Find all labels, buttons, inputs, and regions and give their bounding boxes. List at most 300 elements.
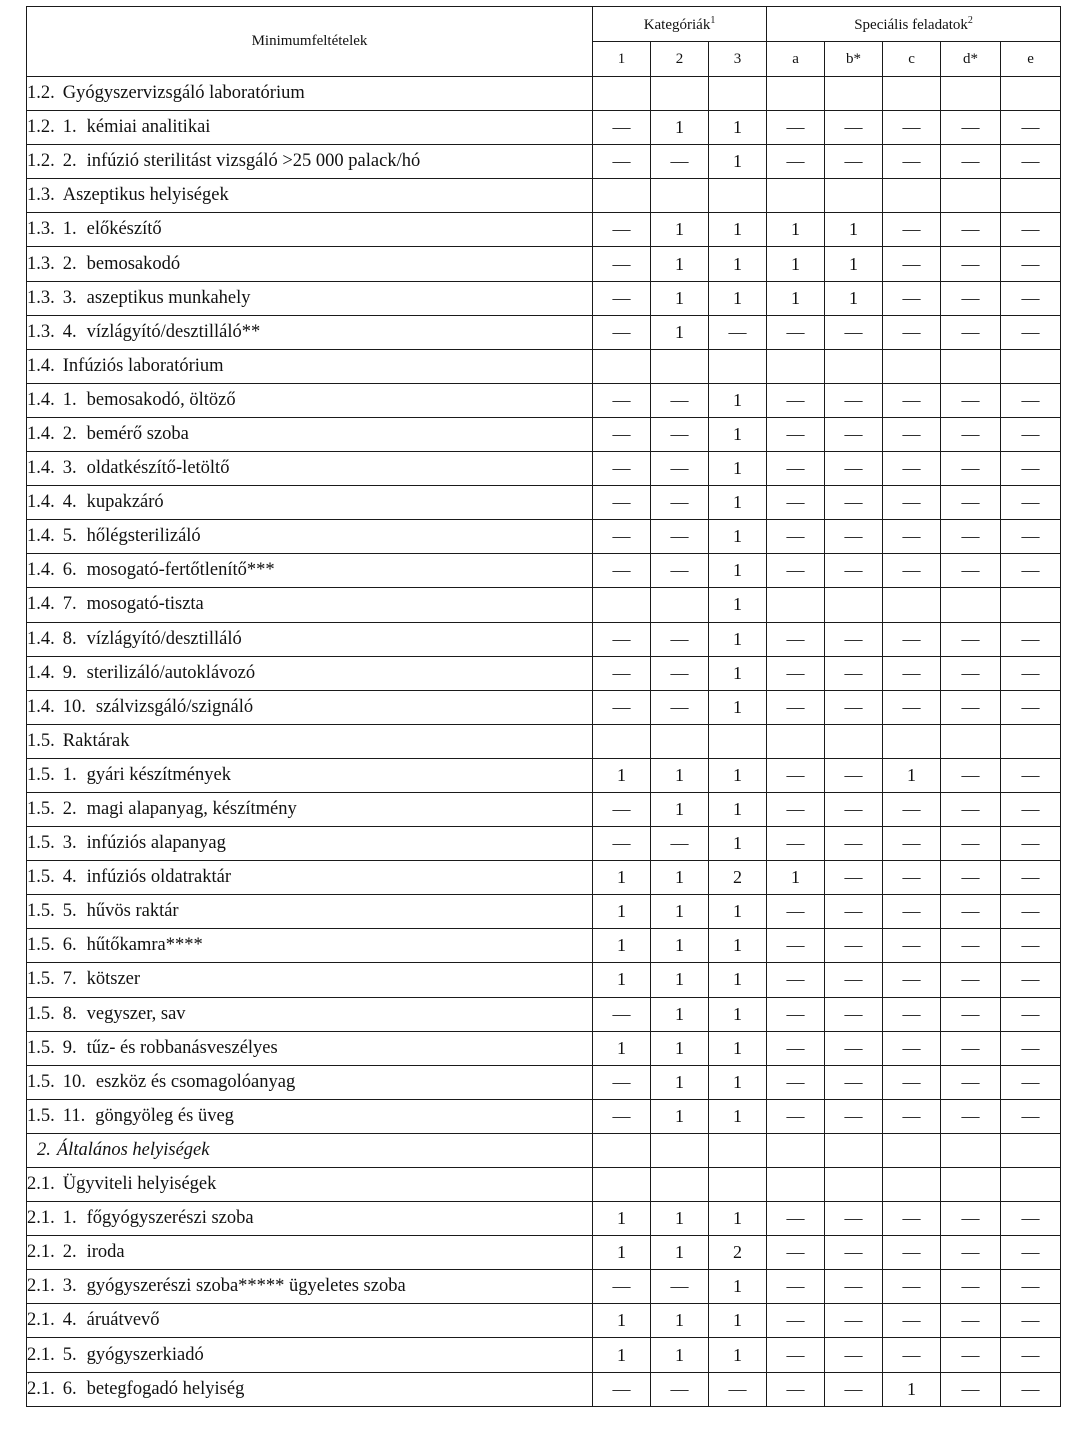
value-cell: —	[767, 486, 825, 520]
value-cell: —	[651, 827, 709, 861]
value-cell: —	[883, 1099, 941, 1133]
value-cell: —	[941, 1304, 1001, 1338]
row-label-cell	[27, 111, 593, 145]
value-cell: 1	[825, 213, 883, 247]
value-cell: 1	[709, 1065, 767, 1099]
value-cell: —	[1001, 1270, 1061, 1304]
row-text: gyógyszerkiadó	[86, 1344, 204, 1365]
value-cell: —	[883, 417, 941, 451]
value-cell: 1	[709, 1031, 767, 1065]
table-row	[27, 861, 1061, 895]
subheader-cell: c	[883, 42, 941, 77]
value-cell: —	[825, 1202, 883, 1236]
row-subnumber: 1.	[62, 117, 77, 138]
row-text: vegyszer, sav	[86, 1003, 186, 1024]
value-cell: —	[941, 861, 1001, 895]
value-cell: 1	[651, 1065, 709, 1099]
row-text: mosogató-fertőtlenítő***	[86, 560, 275, 581]
value-cell: —	[709, 315, 767, 349]
requirements-table-sheet	[26, 6, 1061, 1407]
value-cell: —	[767, 1065, 825, 1099]
row-number: 1.5.	[27, 1003, 55, 1024]
value-cell: —	[767, 758, 825, 792]
value-cell	[825, 1168, 883, 1202]
row-number: 2.1.	[27, 1242, 55, 1263]
value-cell: —	[1001, 281, 1061, 315]
value-cell: —	[651, 486, 709, 520]
value-cell	[651, 179, 709, 213]
row-subnumber: 4.	[62, 321, 77, 342]
value-cell: 1	[651, 281, 709, 315]
value-cell: —	[883, 452, 941, 486]
subheader-cell: e	[1001, 42, 1061, 77]
header-categories-footnote: 1	[710, 14, 716, 26]
value-cell: 1	[709, 622, 767, 656]
row-text: mosogató-tiszta	[86, 594, 204, 615]
value-cell: —	[767, 554, 825, 588]
value-cell: —	[825, 1065, 883, 1099]
table-row	[27, 622, 1061, 656]
row-text: infúziós oldatraktár	[86, 867, 231, 888]
value-cell: —	[825, 1031, 883, 1065]
value-cell: —	[767, 417, 825, 451]
value-cell: —	[883, 622, 941, 656]
row-number: 1.5.	[27, 833, 55, 854]
row-subnumber: 5.	[62, 1344, 77, 1365]
value-cell: 1	[883, 1372, 941, 1406]
table-row	[27, 963, 1061, 997]
value-cell	[1001, 179, 1061, 213]
value-cell: —	[767, 1031, 825, 1065]
value-cell: —	[941, 929, 1001, 963]
subheader-cell: 1	[593, 42, 651, 77]
row-text: betegfogadó helyiség	[86, 1378, 245, 1399]
value-cell: —	[941, 315, 1001, 349]
value-cell: 1	[651, 1338, 709, 1372]
value-cell: —	[1001, 145, 1061, 179]
row-label-cell	[27, 247, 593, 281]
value-cell: 1	[651, 1304, 709, 1338]
value-cell	[767, 724, 825, 758]
row-label-cell	[27, 1270, 593, 1304]
value-cell: —	[767, 1270, 825, 1304]
value-cell: —	[883, 247, 941, 281]
value-cell: 1	[709, 452, 767, 486]
value-cell: —	[825, 656, 883, 690]
value-cell: 1	[709, 588, 767, 622]
value-cell: —	[767, 383, 825, 417]
value-cell	[593, 724, 651, 758]
row-number: 1.4.	[27, 389, 55, 410]
value-cell: —	[825, 861, 883, 895]
value-cell: 1	[651, 247, 709, 281]
value-cell: —	[593, 622, 651, 656]
table-row	[27, 997, 1061, 1031]
value-cell: 1	[883, 758, 941, 792]
value-cell: —	[883, 281, 941, 315]
row-number: 1.5.	[27, 764, 55, 785]
value-cell: 1	[651, 997, 709, 1031]
value-cell: —	[709, 1372, 767, 1406]
value-cell	[941, 349, 1001, 383]
requirements-table	[26, 6, 1061, 1407]
row-subnumber: 2.	[62, 151, 77, 172]
value-cell	[767, 349, 825, 383]
value-cell: —	[767, 1236, 825, 1270]
row-subnumber: 1.	[62, 389, 77, 410]
value-cell	[651, 1133, 709, 1167]
value-cell	[825, 1133, 883, 1167]
value-cell: —	[1001, 758, 1061, 792]
row-text: főgyógyszerészi szoba	[86, 1208, 254, 1229]
header-categories-label: Kategóriák	[643, 16, 711, 33]
row-label-cell	[27, 452, 593, 486]
value-cell: —	[825, 452, 883, 486]
row-subnumber: 11.	[62, 1105, 86, 1126]
value-cell: 1	[593, 1202, 651, 1236]
value-cell: —	[825, 554, 883, 588]
row-subnumber: 9.	[62, 1037, 77, 1058]
row-subnumber: 6.	[62, 1378, 77, 1399]
row-label-cell	[27, 383, 593, 417]
value-cell: —	[593, 111, 651, 145]
row-number: 2.1.	[27, 1208, 55, 1229]
row-label-cell	[27, 588, 593, 622]
value-cell: 1	[651, 1099, 709, 1133]
table-row	[27, 895, 1061, 929]
value-cell: —	[1001, 452, 1061, 486]
value-cell: 1	[651, 895, 709, 929]
value-cell	[825, 588, 883, 622]
table-row	[27, 1304, 1061, 1338]
value-cell: —	[825, 383, 883, 417]
value-cell: —	[651, 520, 709, 554]
row-label-cell	[27, 792, 593, 826]
value-cell	[767, 179, 825, 213]
value-cell: —	[651, 383, 709, 417]
value-cell: —	[883, 1031, 941, 1065]
row-text: bemosakodó	[86, 253, 181, 274]
table-row	[27, 520, 1061, 554]
row-subnumber: 2.	[62, 1242, 77, 1263]
value-cell: 1	[651, 315, 709, 349]
table-row	[27, 179, 1061, 213]
value-cell: —	[767, 452, 825, 486]
row-number: 1.4.	[27, 628, 55, 649]
row-number: 1.5.	[27, 867, 55, 888]
row-label-cell	[27, 758, 593, 792]
value-cell: —	[941, 963, 1001, 997]
row-label-cell	[27, 1031, 593, 1065]
value-cell	[825, 77, 883, 111]
value-cell	[593, 349, 651, 383]
value-cell: —	[825, 827, 883, 861]
value-cell: —	[1001, 861, 1061, 895]
value-cell: —	[593, 554, 651, 588]
value-cell: —	[883, 486, 941, 520]
value-cell: 1	[709, 247, 767, 281]
row-label-cell	[27, 1168, 593, 1202]
row-text: áruátvevő	[86, 1310, 160, 1331]
value-cell: 1	[709, 792, 767, 826]
row-subnumber: 6.	[62, 560, 77, 581]
value-cell	[767, 77, 825, 111]
value-cell	[883, 349, 941, 383]
value-cell: —	[941, 554, 1001, 588]
value-cell: 1	[593, 758, 651, 792]
value-cell: —	[941, 1372, 1001, 1406]
row-label-cell	[27, 895, 593, 929]
row-text: előkészítő	[86, 219, 162, 240]
value-cell: —	[883, 383, 941, 417]
row-number: 1.5.	[27, 799, 55, 820]
row-label-cell	[27, 1133, 593, 1167]
value-cell: 1	[651, 758, 709, 792]
row-number: 1.4.	[27, 355, 55, 376]
value-cell: —	[883, 792, 941, 826]
row-label-cell	[27, 656, 593, 690]
value-cell: —	[1001, 247, 1061, 281]
value-cell: —	[825, 315, 883, 349]
row-subnumber: 1.	[62, 219, 77, 240]
value-cell: 1	[767, 247, 825, 281]
value-cell: —	[825, 1270, 883, 1304]
value-cell: —	[1001, 1031, 1061, 1065]
row-subnumber: 4.	[62, 492, 77, 513]
value-cell: —	[825, 145, 883, 179]
value-cell: 1	[709, 145, 767, 179]
value-cell: 1	[593, 1304, 651, 1338]
value-cell: 1	[651, 1236, 709, 1270]
row-label-cell	[27, 929, 593, 963]
value-cell: —	[825, 417, 883, 451]
row-text: kötszer	[86, 969, 141, 990]
value-cell: —	[1001, 622, 1061, 656]
value-cell: 1	[593, 963, 651, 997]
value-cell: —	[883, 1304, 941, 1338]
value-cell: —	[1001, 1099, 1061, 1133]
value-cell: —	[825, 1372, 883, 1406]
value-cell	[767, 1133, 825, 1167]
value-cell: —	[767, 1372, 825, 1406]
row-number: 1.4.	[27, 662, 55, 683]
value-cell: —	[883, 111, 941, 145]
value-cell: —	[593, 486, 651, 520]
row-text: infúziós alapanyag	[86, 833, 226, 854]
value-cell: —	[593, 1065, 651, 1099]
value-cell: —	[767, 895, 825, 929]
value-cell	[709, 179, 767, 213]
row-label-cell	[27, 1372, 593, 1406]
row-text: Raktárak	[62, 730, 130, 751]
value-cell: 1	[767, 861, 825, 895]
table-row	[27, 111, 1061, 145]
subheader-cell: b*	[825, 42, 883, 77]
value-cell: —	[941, 656, 1001, 690]
row-subnumber: 7.	[62, 969, 77, 990]
value-cell: —	[767, 520, 825, 554]
value-cell: —	[593, 792, 651, 826]
value-cell: —	[651, 554, 709, 588]
value-cell: —	[825, 997, 883, 1031]
value-cell: —	[825, 758, 883, 792]
value-cell: —	[941, 827, 1001, 861]
value-cell: —	[651, 1270, 709, 1304]
header-criteria	[27, 7, 593, 77]
value-cell: —	[883, 145, 941, 179]
row-text: szálvizsgáló/szignáló	[95, 696, 254, 717]
value-cell: —	[767, 792, 825, 826]
table-row	[27, 213, 1061, 247]
row-text: kémiai analitikai	[86, 117, 211, 138]
row-subnumber: 2.	[62, 253, 77, 274]
value-cell: —	[941, 520, 1001, 554]
value-cell	[883, 1168, 941, 1202]
value-cell: —	[767, 1099, 825, 1133]
row-label-cell	[27, 997, 593, 1031]
row-text: hűvös raktár	[86, 901, 179, 922]
row-number: 1.4.	[27, 423, 55, 444]
value-cell: —	[883, 861, 941, 895]
value-cell: —	[883, 895, 941, 929]
header-categories	[593, 7, 767, 42]
value-cell: —	[941, 247, 1001, 281]
subheader-cell: 3	[709, 42, 767, 77]
value-cell: —	[651, 1372, 709, 1406]
row-label-cell	[27, 554, 593, 588]
value-cell: —	[883, 997, 941, 1031]
value-cell: 1	[709, 997, 767, 1031]
value-cell: 2	[709, 861, 767, 895]
value-cell: —	[883, 929, 941, 963]
value-cell: —	[941, 213, 1001, 247]
row-text: bemérő szoba	[86, 423, 189, 444]
table-row	[27, 145, 1061, 179]
row-subnumber: 3.	[62, 458, 77, 479]
value-cell: —	[651, 656, 709, 690]
value-cell: 1	[651, 963, 709, 997]
row-number: 1.3.	[27, 219, 55, 240]
value-cell: —	[593, 1372, 651, 1406]
value-cell: 1	[709, 1338, 767, 1372]
value-cell: 1	[767, 281, 825, 315]
value-cell: —	[883, 1270, 941, 1304]
value-cell: —	[941, 281, 1001, 315]
row-text: aszeptikus munkahely	[86, 287, 251, 308]
table-row	[27, 929, 1061, 963]
value-cell: —	[593, 145, 651, 179]
value-cell: 1	[709, 1304, 767, 1338]
row-number: 1.5.	[27, 901, 55, 922]
value-cell	[651, 1168, 709, 1202]
row-label-cell	[27, 622, 593, 656]
value-cell	[825, 179, 883, 213]
value-cell: —	[1001, 111, 1061, 145]
row-label-cell	[27, 486, 593, 520]
row-number: 1.3.	[27, 321, 55, 342]
table-row	[27, 827, 1061, 861]
value-cell: —	[941, 145, 1001, 179]
value-cell: —	[593, 383, 651, 417]
value-cell: —	[825, 963, 883, 997]
value-cell: —	[825, 1099, 883, 1133]
row-number: 1.5.	[27, 730, 55, 751]
value-cell	[883, 588, 941, 622]
value-cell	[593, 1168, 651, 1202]
value-cell: 1	[593, 1236, 651, 1270]
row-label-cell	[27, 1202, 593, 1236]
header-special-tasks-footnote: 2	[967, 14, 973, 26]
value-cell: —	[593, 315, 651, 349]
value-cell: —	[883, 690, 941, 724]
value-cell: —	[883, 963, 941, 997]
row-label-cell	[27, 213, 593, 247]
row-text: hűtőkamra****	[86, 935, 203, 956]
value-cell: —	[1001, 792, 1061, 826]
row-number: 2.1.	[27, 1344, 55, 1365]
value-cell: —	[941, 383, 1001, 417]
row-subnumber: 4.	[62, 867, 77, 888]
value-cell: —	[883, 315, 941, 349]
value-cell	[825, 349, 883, 383]
value-cell: —	[767, 690, 825, 724]
value-cell: 1	[709, 486, 767, 520]
value-cell: —	[1001, 213, 1061, 247]
row-text: Gyógyszervizsgáló laboratórium	[62, 83, 305, 104]
value-cell: —	[941, 1270, 1001, 1304]
value-cell: 1	[593, 929, 651, 963]
value-cell	[941, 1168, 1001, 1202]
value-cell: 2	[709, 1236, 767, 1270]
row-label-cell	[27, 963, 593, 997]
value-cell	[767, 588, 825, 622]
value-cell: —	[941, 758, 1001, 792]
value-cell: —	[767, 1338, 825, 1372]
value-cell: —	[593, 997, 651, 1031]
row-number: 1.4.	[27, 560, 55, 581]
value-cell: —	[593, 1099, 651, 1133]
row-label-cell	[27, 1236, 593, 1270]
row-subnumber: 7.	[62, 594, 77, 615]
value-cell	[709, 77, 767, 111]
value-cell: —	[767, 315, 825, 349]
value-cell: —	[883, 554, 941, 588]
row-label-cell	[27, 1065, 593, 1099]
row-subnumber: 6.	[62, 935, 77, 956]
row-number: 1.5.	[27, 1037, 55, 1058]
value-cell: —	[941, 1099, 1001, 1133]
value-cell: 1	[651, 929, 709, 963]
value-cell: —	[651, 452, 709, 486]
row-number: 1.4.	[27, 492, 55, 513]
row-label-cell	[27, 145, 593, 179]
row-number: 1.3.	[27, 185, 55, 206]
row-subnumber: 10.	[62, 696, 86, 717]
value-cell: —	[883, 1065, 941, 1099]
value-cell: —	[1001, 690, 1061, 724]
table-row	[27, 1236, 1061, 1270]
table-row	[27, 1168, 1061, 1202]
row-text: Aszeptikus helyiségek	[62, 185, 229, 206]
table-row	[27, 486, 1061, 520]
value-cell: —	[883, 1202, 941, 1236]
value-cell: —	[941, 417, 1001, 451]
value-cell: 1	[651, 111, 709, 145]
table-row	[27, 452, 1061, 486]
value-cell: —	[593, 656, 651, 690]
value-cell: 1	[825, 247, 883, 281]
value-cell: —	[1001, 417, 1061, 451]
